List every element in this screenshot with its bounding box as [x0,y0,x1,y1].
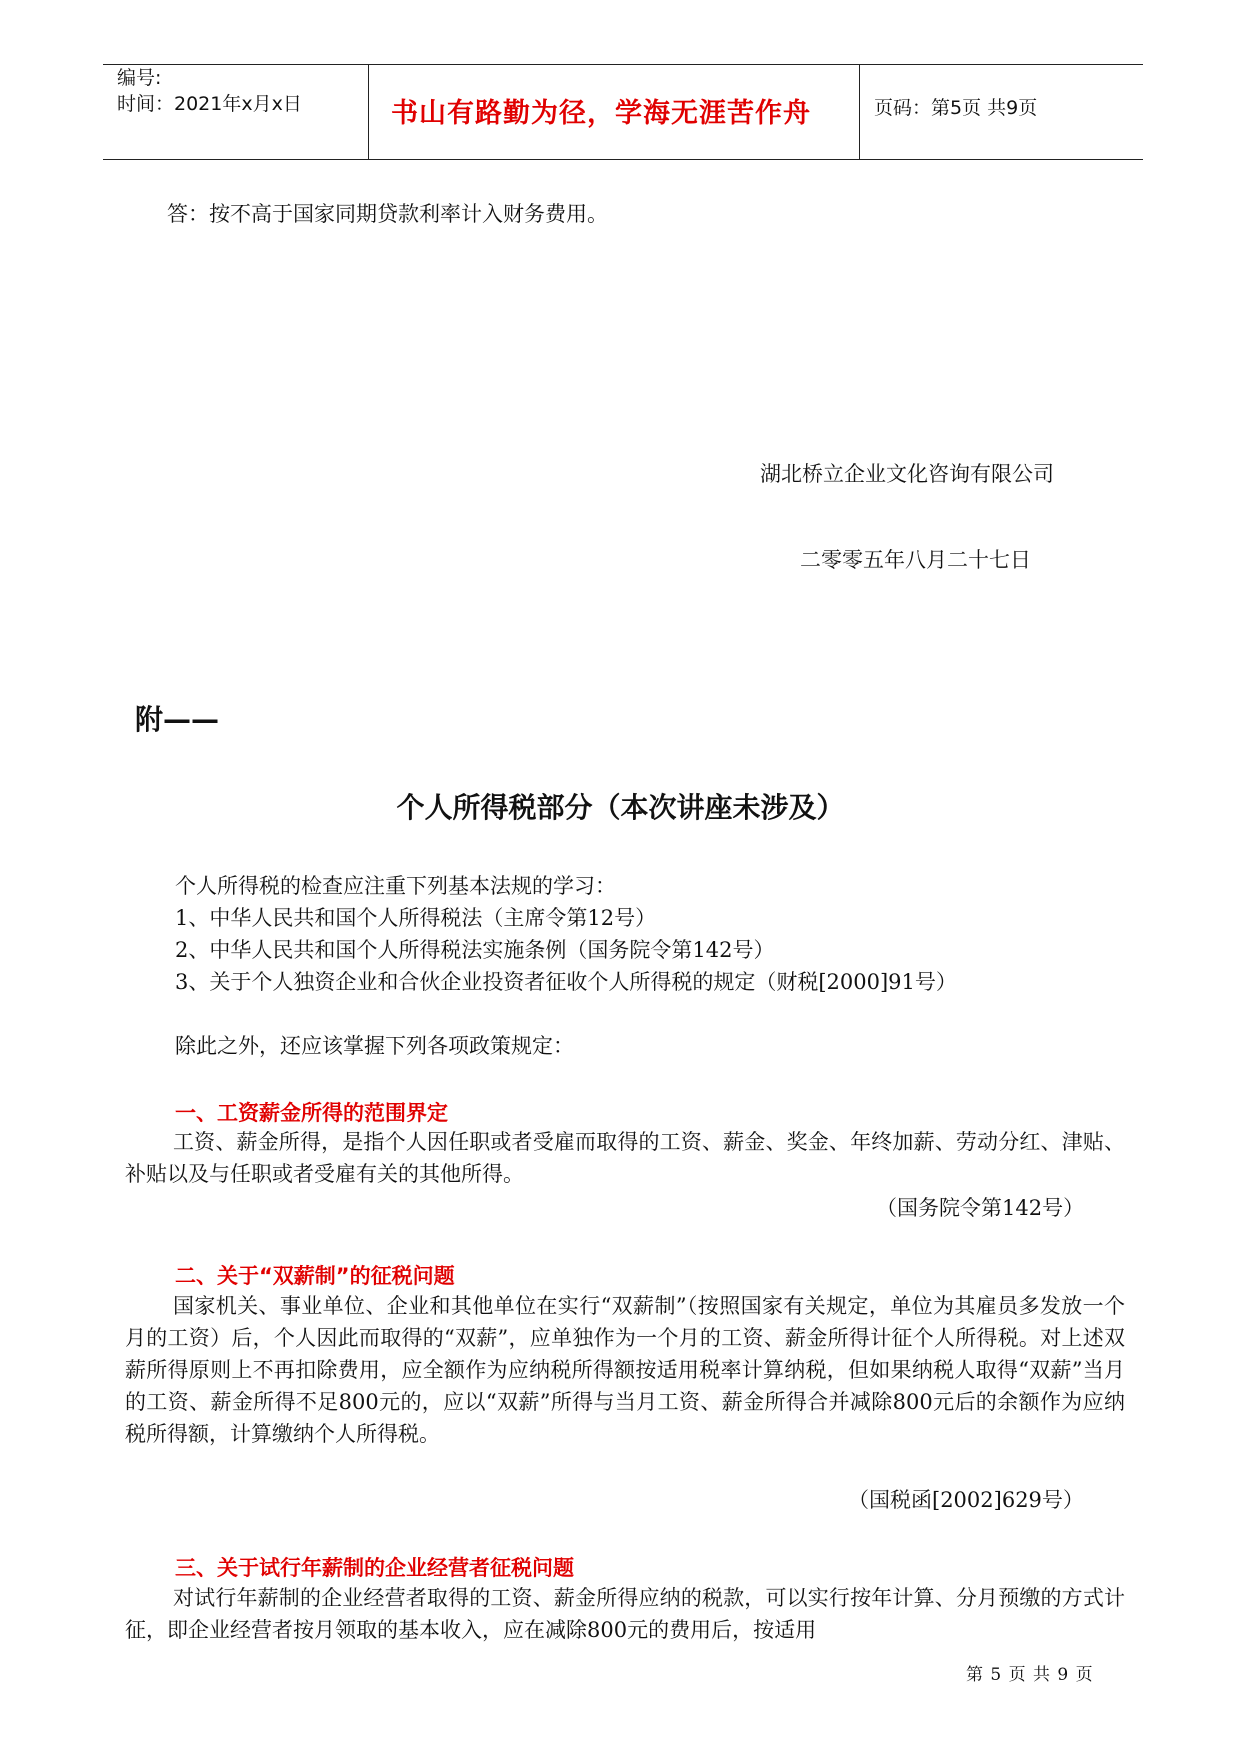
header-motto-cell [368,65,860,159]
section-paragraph: 对试行年薪制的企业经营者取得的工资、薪金所得应纳的税款，可以实行按年计算、分月预缴的方式计征，即企业经营者按月领取的基本收入，应在减除800元的费用后，按适用 [125,1586,1125,1642]
number-label: 编号: [117,67,162,89]
section-reference: （国务院令第142号） [876,1196,1085,1220]
header-meta [103,65,368,159]
signature-date: 二零零五年八月二十七日 [800,548,1031,572]
company-name: 湖北桥立企业文化咨询有限公司 [760,462,1054,486]
answer-text: 答：按不高于国家同期贷款利率计入财务费用。 [167,202,608,226]
intro-text: 个人所得税的检查应注重下列基本法规的学习： [175,874,616,898]
page-label: 页码：第5页 共9页 [874,97,1038,119]
section-heading: 二、关于“双薪制”的征税问题 [175,1264,455,1288]
header-page-cell [860,65,1143,159]
section-heading: 一、工资薪金所得的范围界定 [175,1101,448,1125]
section-paragraph: 国家机关、事业单位、企业和其他单位在实行“双薪制”（按照国家有关规定，单位为其雇员多发放一个月的工资）后，个人因此而取得的“双薪”，应单独作为一个月的工资、薪金所得计征个人所得税。对上述双薪所得原则上不再扣除费用，应全额作为应纳税所得额按适用税率计算纳税，但如果纳税人取得“双薪”当月的工资、薪金所得不足800元的，应以“双薪”所得与当月工资、薪金所得合并减除800元后的余额作为应纳税所得额，计算缴纳个人所得税。 [125,1294,1125,1446]
section-title: 个人所得税部分（本次讲座未涉及） [396,791,845,824]
appendix-label: 附—— [135,703,220,736]
law-item: 3、关于个人独资企业和合伙企业投资者征收个人所得税的规定（财税[2000]91号） [175,970,957,994]
page-footer: 第 5 页 共 9 页 [966,1665,1094,1685]
time-label: 时间：2021年x月x日 [117,93,302,115]
section-paragraph: 工资、薪金所得，是指个人因任职或者受雇而取得的工资、薪金、奖金、年终加薪、劳动分红、津贴、补贴以及与任职或者受雇有关的其他所得。 [125,1130,1125,1186]
motto: 书山有路勤为径，学海无涯苦作舟 [391,98,811,129]
besides-text: 除此之外，还应该掌握下列各项政策规定： [175,1034,574,1058]
law-item: 2、中华人民共和国个人所得税法实施条例（国务院令第142号） [175,938,775,962]
page-header [103,64,1143,160]
section-heading: 三、关于试行年薪制的企业经营者征税问题 [175,1556,574,1580]
law-item: 1、中华人民共和国个人所得税法（主席令第12号） [175,906,657,930]
section-reference: （国税函[2002]629号） [848,1488,1084,1512]
